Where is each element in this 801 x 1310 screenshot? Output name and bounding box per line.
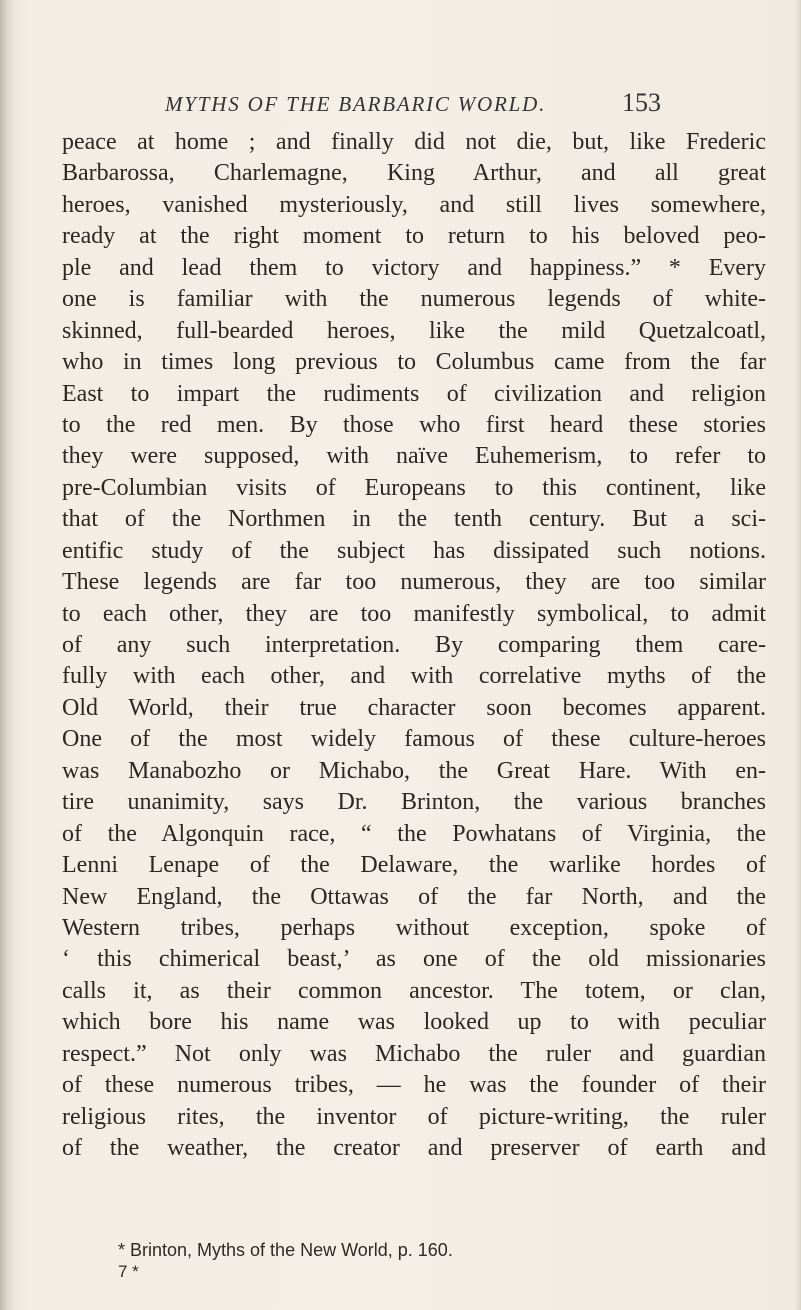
text-line: ‘ this chimerical beast,’ as one of the old missionaries [62, 946, 766, 973]
running-head: MYTHS OF THE BARBARIC WORLD. [165, 92, 547, 116]
text-line: entific study of the subject has dissipated such notions. [62, 537, 766, 564]
text-line: ple and lead them to victory and happiness.” * Every [62, 254, 766, 281]
text-line: of these numerous tribes, — he was the founder of their [62, 1072, 766, 1099]
text-line: Western tribes, perhaps without exception, spoke of [62, 914, 766, 941]
text-line: calls it, as their common ancestor. The totem, or clan, [62, 977, 766, 1004]
page-edge [795, 0, 801, 1310]
text-line: skinned, full-bearded heroes, like the mild Quetzalcoatl, [62, 317, 766, 344]
body-text [62, 127, 766, 1164]
text-line: heroes, vanished mysteriously, and still lives somewhere, [62, 191, 766, 218]
text-line: of the Algonquin race, “ the Powhatans of Virginia, the [62, 820, 766, 847]
text-line: peace at home ; and finally did not die, but, like Frederic [62, 129, 766, 155]
text-line: Barbarossa, Charlemagne, King Arthur, and all great [62, 160, 766, 187]
footnote: * Brinton, Myths of the New World, p. 160. [118, 1240, 453, 1260]
text-line: one is familiar with the numerous legends of white- [62, 286, 766, 313]
text-line: tire unanimity, says Dr. Brinton, the various branches [62, 789, 766, 816]
text-line: ready at the right moment to return to his beloved peo- [62, 223, 766, 250]
text-line: of any such interpretation. By comparing them care- [62, 632, 766, 658]
text-line: religious rites, the inventor of picture-writing, the ruler [62, 1103, 766, 1130]
text-line: of the weather, the creator and preserver of earth and [62, 1135, 766, 1161]
text-line: who in times long previous to Columbus came from the far [62, 349, 766, 376]
text-line: One of the most widely famous of these culture-heroes [62, 726, 766, 753]
text-line: New England, the Ottawas of the far North, and the [62, 883, 766, 910]
text-line: These legends are far too numerous, they are too similar [62, 569, 766, 596]
text-line: fully with each other, and with correlative myths of the [62, 663, 766, 690]
text-line: to each other, they are too manifestly symbolical, to admit [62, 600, 766, 627]
text-line: pre-Columbian visits of Europeans to this continent, like [62, 474, 766, 501]
text-line: that of the Northmen in the tenth century. But a sci- [62, 506, 766, 533]
text-line: to the red men. By those who first heard these stories [62, 411, 766, 438]
text-line: respect.” Not only was Michabo the ruler and guardian [62, 1040, 766, 1067]
text-line: Old World, their true character soon becomes apparent. [62, 694, 766, 721]
signature-mark: 7 * [118, 1262, 139, 1281]
page-gutter-shadow [0, 0, 14, 1310]
text-line: Lenni Lenape of the Delaware, the warlike hordes of [62, 852, 766, 879]
text-line: East to impart the rudiments of civilization and religion [62, 380, 766, 407]
text-line: which bore his name was looked up to with peculiar [62, 1009, 766, 1036]
text-line: was Manabozho or Michabo, the Great Hare. With en- [62, 757, 766, 784]
text-line: they were supposed, with naïve Euhemerism, to refer to [62, 443, 766, 470]
page-number: 153 [622, 88, 661, 117]
